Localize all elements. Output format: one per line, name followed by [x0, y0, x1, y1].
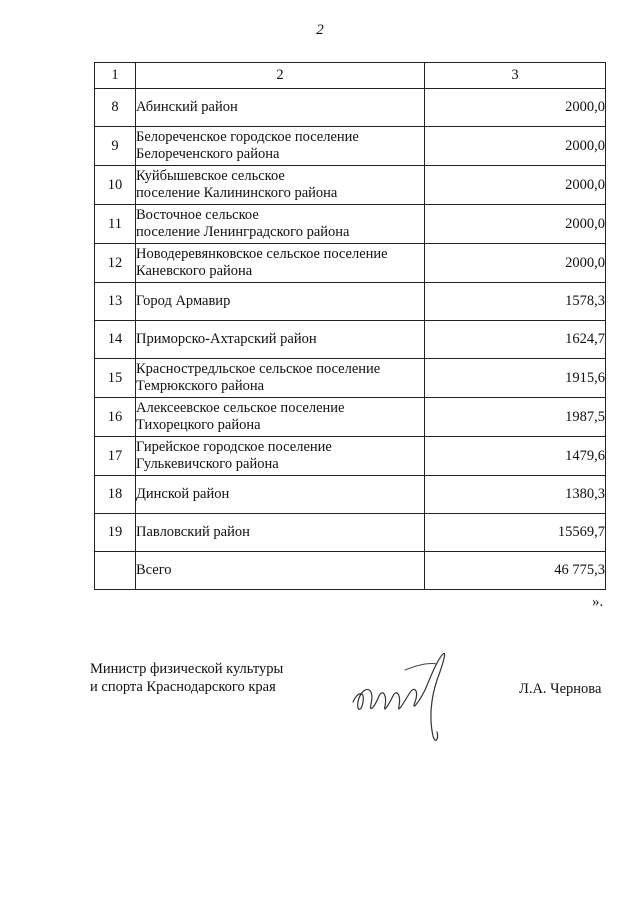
row-number: 18	[95, 476, 136, 514]
row-value: 1380,3	[425, 476, 606, 514]
table-row	[95, 127, 606, 166]
row-number: 13	[95, 283, 136, 321]
row-value: 2000,0	[425, 166, 606, 205]
table-row	[95, 283, 606, 321]
row-name-line: Всего	[136, 562, 172, 578]
header-col-1: 1	[95, 63, 136, 89]
row-name-line: Гирейское городское поселение	[136, 439, 332, 455]
table-header-row	[95, 63, 606, 89]
table-row	[95, 205, 606, 244]
row-name	[136, 127, 425, 166]
row-value: 1479,6	[425, 437, 606, 476]
table-row	[95, 166, 606, 205]
row-name-line: Абинский район	[136, 99, 238, 115]
row-name-line: поселение Калининского района	[136, 185, 338, 201]
row-name-line: Белореченского района	[136, 146, 280, 162]
table-row	[95, 552, 606, 590]
row-name	[136, 359, 425, 398]
row-name-line: поселение Ленинградского района	[136, 224, 350, 240]
signer-title-line-2: и спорта Краснодарского края	[90, 679, 276, 695]
row-name-line: Красностредльское сельское поселение	[136, 361, 381, 377]
signer-name: Л.А. Чернова	[519, 681, 602, 697]
row-number: 17	[95, 437, 136, 476]
row-value: 2000,0	[425, 205, 606, 244]
table-row	[95, 244, 606, 283]
row-name-line: Белореченское городское поселение	[136, 129, 359, 145]
table-row	[95, 89, 606, 127]
funding-table	[94, 62, 606, 590]
row-name-line: Приморско-Ахтарский район	[136, 331, 317, 347]
row-name-line: Динской район	[136, 486, 230, 502]
row-name	[136, 514, 425, 552]
row-name-line: Темрюкского района	[136, 378, 265, 394]
header-col-2: 2	[136, 63, 425, 89]
table-row	[95, 476, 606, 514]
signer-title-line-1: Министр физической культуры	[90, 661, 284, 677]
row-name-line: Тихорецкого района	[136, 417, 261, 433]
row-name	[136, 283, 425, 321]
row-value: 15569,7	[425, 514, 606, 552]
row-number: 9	[95, 127, 136, 166]
page-number: 2	[316, 22, 324, 38]
row-value: 2000,0	[425, 244, 606, 283]
row-number: 8	[95, 89, 136, 127]
table-row	[95, 359, 606, 398]
row-number	[95, 552, 136, 590]
row-number: 10	[95, 166, 136, 205]
row-name	[136, 244, 425, 283]
row-value: 46 775,3	[425, 552, 606, 590]
row-number: 19	[95, 514, 136, 552]
row-name	[136, 321, 425, 359]
row-name	[136, 166, 425, 205]
row-name	[136, 552, 425, 590]
table-row	[95, 321, 606, 359]
handwritten-signature	[345, 640, 465, 750]
signer-title	[90, 660, 283, 696]
table-row	[95, 437, 606, 476]
table-row	[95, 514, 606, 552]
row-number: 14	[95, 321, 136, 359]
row-name	[136, 89, 425, 127]
row-name-line: Восточное сельское	[136, 207, 259, 223]
row-name-line: Новодеревянковское сельское поселение	[136, 246, 388, 262]
row-value: 2000,0	[425, 127, 606, 166]
row-name	[136, 205, 425, 244]
row-value: 1915,6	[425, 359, 606, 398]
row-value: 2000,0	[425, 89, 606, 127]
table-row	[95, 398, 606, 437]
closing-quote: ».	[592, 594, 604, 610]
header-col-3: 3	[425, 63, 606, 89]
row-name-line: Павловский район	[136, 524, 250, 540]
row-name-line: Гулькевичского района	[136, 456, 279, 472]
row-name	[136, 476, 425, 514]
row-name-line: Каневского района	[136, 263, 253, 279]
row-value: 1578,3	[425, 283, 606, 321]
row-name-line: Город Армавир	[136, 293, 231, 309]
row-value: 1624,7	[425, 321, 606, 359]
row-name	[136, 437, 425, 476]
row-value: 1987,5	[425, 398, 606, 437]
row-number: 11	[95, 205, 136, 244]
row-name-line: Куйбышевское сельское	[136, 168, 285, 184]
row-name-line: Алексеевское сельское поселение	[136, 400, 345, 416]
row-number: 12	[95, 244, 136, 283]
row-number: 16	[95, 398, 136, 437]
row-name	[136, 398, 425, 437]
row-number: 15	[95, 359, 136, 398]
